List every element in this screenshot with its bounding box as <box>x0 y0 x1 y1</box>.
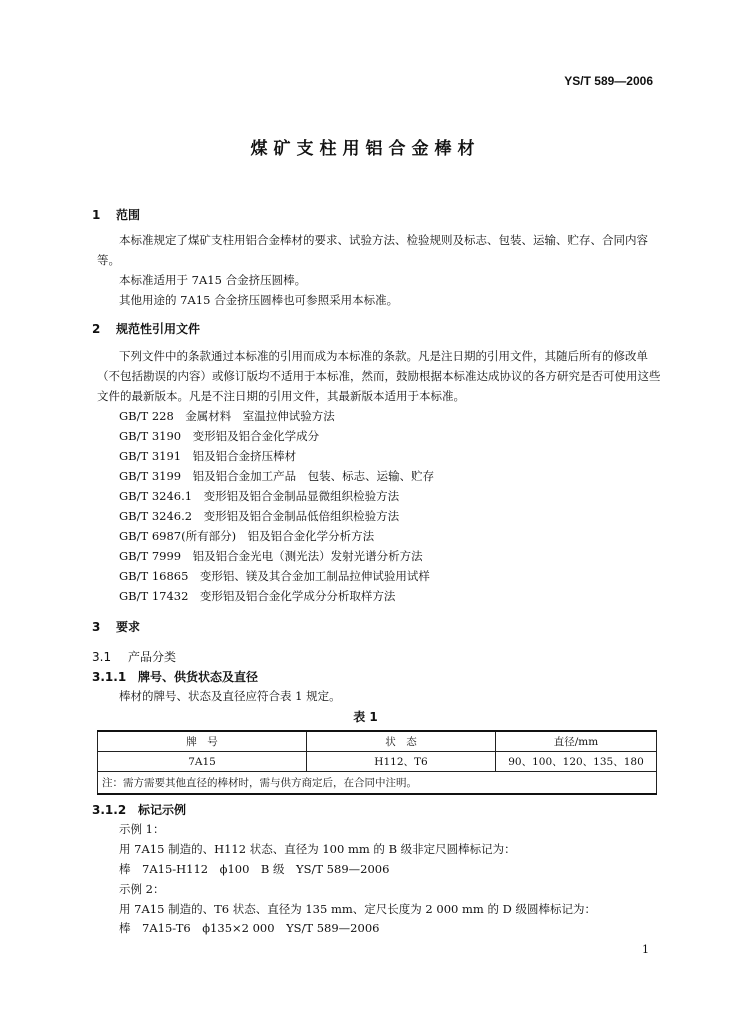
paragraph: 下列文件中的条款通过本标准的引用而成为本标准的条款。凡是注日期的引用文件，其随后所有的修改单（不包括勘误的内容）或修订版均不适用于本标准，然而，鼓励根据本标准达成协议的各方研究是否可使用这些文件的最新版本。凡是不注日期的引用文件，其最新版本适用于本标准。 <box>97 349 661 403</box>
reference-item <box>119 406 335 426</box>
reference-title: 变形铝及铝合金化学成分 <box>192 429 320 443</box>
section-number: 1 <box>92 208 101 222</box>
page-number: 1 <box>642 943 649 956</box>
example-line: 示例 2： <box>119 882 165 896</box>
example-line: 用 7A15 制造的、T6 状态、直径为 135 mm、定尺长度为 2 000 mm 的 D 级圆棒标记为： <box>119 902 597 916</box>
reference-title: 铝及铝合金光电（测光法）发射光谱分析方法 <box>192 549 423 563</box>
reference-title: 金属材料 室温拉伸试验方法 <box>185 409 335 423</box>
table-caption: 表 1 <box>353 710 378 724</box>
reference-title: 变形铝及铝合金制品低倍组织检验方法 <box>203 509 400 523</box>
table-row <box>98 752 657 772</box>
table-header-cell: 牌 号 <box>98 731 307 752</box>
reference-title: 铝及铝合金加工产品 包装、标志、运输、贮存 <box>192 469 435 483</box>
reference-item <box>119 506 399 526</box>
subsection-number: 3.1 <box>92 650 112 664</box>
reference-code: GB/T 3246.1 <box>119 489 193 503</box>
section-title: 要求 <box>116 620 141 634</box>
reference-code: GB/T 6987(所有部分) <box>119 529 237 543</box>
reference-code: GB/T 7999 <box>119 549 182 563</box>
example-line: 棒 7A15-T6 ϕ135×2 000 YS/T 589—2006 <box>119 921 380 935</box>
reference-item <box>119 426 319 446</box>
table-cell: 90、100、120、135、180 <box>496 752 657 772</box>
section-title: 规范性引用文件 <box>116 322 201 336</box>
example-line: 示例 1： <box>119 822 165 836</box>
reference-title: 铝及铝合金化学分析方法 <box>247 529 375 543</box>
subsection-number: 3.1.2 <box>92 803 127 817</box>
reference-item <box>119 466 434 486</box>
reference-code: GB/T 3246.2 <box>119 509 193 523</box>
reference-title: 变形铝、镁及其合金加工制品拉伸试验用试样 <box>199 569 430 583</box>
subsection-number: 3.1.1 <box>92 670 127 684</box>
reference-code: GB/T 17432 <box>119 589 189 603</box>
reference-item <box>119 546 423 566</box>
subsection-title: 牌号、供货状态及直径 <box>138 670 259 684</box>
reference-code: GB/T 16865 <box>119 569 189 583</box>
section-title: 范围 <box>116 208 141 222</box>
reference-code: GB/T 3190 <box>119 429 182 443</box>
reference-item <box>119 446 296 466</box>
table-header-cell: 状 态 <box>307 731 496 752</box>
reference-item <box>119 526 374 546</box>
reference-title: 变形铝及铝合金制品显微组织检验方法 <box>203 489 400 503</box>
subsection-3-1-heading <box>92 648 176 665</box>
section-3-heading <box>92 618 140 635</box>
reference-item <box>119 586 395 606</box>
subsection-3-1-2-heading <box>92 801 186 818</box>
section-number: 2 <box>92 322 101 336</box>
table-header-cell: 直径/mm <box>496 731 657 752</box>
section-2-heading <box>92 320 200 337</box>
subsection-title: 产品分类 <box>128 650 177 664</box>
example-line: 棒 7A15-H112 ϕ100 B 级 YS/T 589—2006 <box>119 862 390 876</box>
reference-item <box>119 486 399 506</box>
table-note: 注：需方需要其他直径的棒材时，需与供方商定后，在合同中注明。 <box>98 772 657 795</box>
subsection-title: 标记示例 <box>138 803 187 817</box>
example-line: 用 7A15 制造的、H112 状态、直径为 100 mm 的 B 级非定尺圆棒标记为： <box>119 842 516 856</box>
section-number: 3 <box>92 620 101 634</box>
table-note-row <box>98 772 657 795</box>
reference-code: GB/T 3199 <box>119 469 182 483</box>
section-1-heading <box>92 206 140 223</box>
table-cell: H112、T6 <box>307 752 496 772</box>
reference-code: GB/T 3191 <box>119 449 182 463</box>
paragraph: 棒材的牌号、状态及直径应符合表 1 规定。 <box>119 689 341 703</box>
paragraph: 本标准规定了煤矿支柱用铝合金棒材的要求、试验方法、检验规则及标志、包装、运输、贮存、合同内容等。 <box>97 233 648 267</box>
table-cell: 7A15 <box>98 752 307 772</box>
reference-code: GB/T 228 <box>119 409 174 423</box>
table-1 <box>97 730 657 795</box>
subsection-3-1-1-heading <box>92 668 258 685</box>
reference-title: 铝及铝合金挤压棒材 <box>192 449 297 463</box>
page-title: 煤矿支柱用铝合金棒材 <box>250 139 481 159</box>
paragraph: 其他用途的 7A15 合金挤压圆棒也可参照采用本标准。 <box>119 293 399 307</box>
reference-title: 变形铝及铝合金化学成分分析取样方法 <box>199 589 396 603</box>
paragraph: 本标准适用于 7A15 合金挤压圆棒。 <box>119 273 307 287</box>
reference-item <box>119 566 430 586</box>
standard-number: YS/T 589—2006 <box>564 74 653 88</box>
table-header-row <box>98 731 657 752</box>
